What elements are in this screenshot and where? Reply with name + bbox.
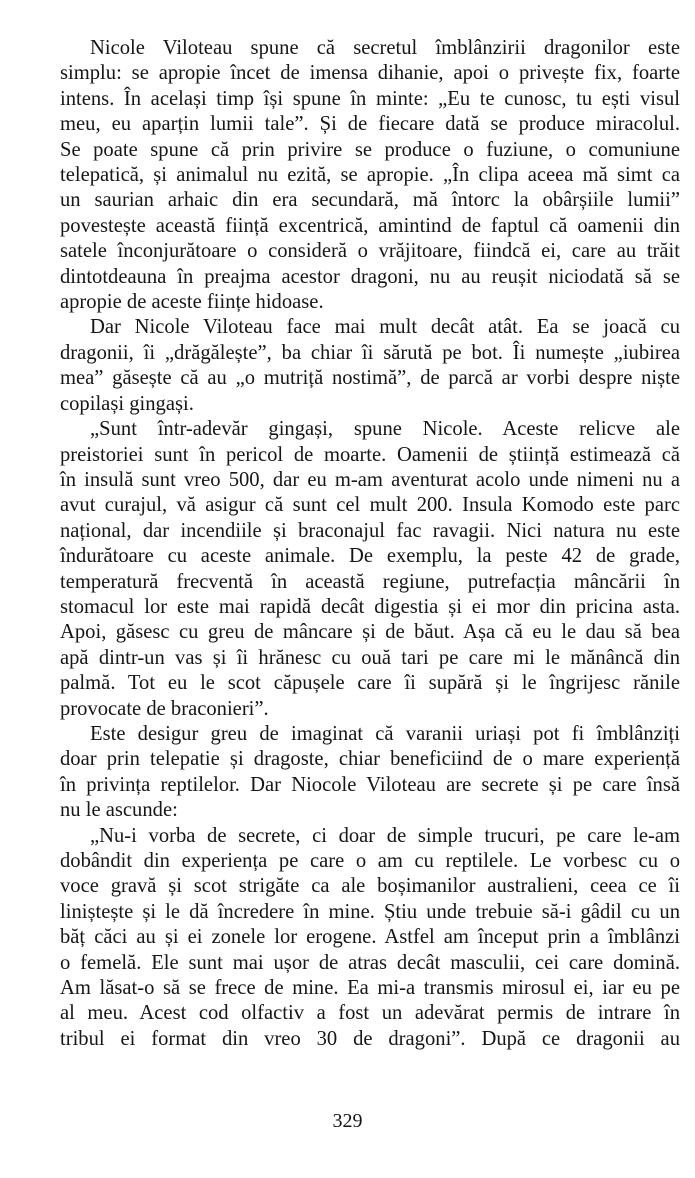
text-line: mea” găsește că au „o mutriță nostimă”, de parcă ar vorbi despre niște (60, 367, 680, 390)
text-line: dintotdeauna în preajma acestor dragoni, nu au reușit niciodată să se (60, 265, 680, 288)
text-line: Dar Nicole Viloteau face mai mult decât atât. Ea se joacă cu (90, 316, 680, 339)
text-line: dragonii, îi „drăgălește”, ba chiar îi sărută pe bot. Îi numește „iubirea (60, 341, 680, 364)
text-line: Se poate spune că prin privire se produce o fuziune, o comuniune (60, 138, 680, 161)
paragraph (60, 36, 680, 315)
text-line: apă dintr-un vas și îi hrănesc cu ouă tari pe care mi le mănâncă din (60, 646, 680, 669)
text-line: tribul ei format din vreo 30 de dragoni”. După ce dragonii au (60, 1027, 680, 1050)
text-line: temperatură frecventă în această regiune, putrefacția mâncării în (60, 570, 680, 593)
text-line: în insulă sunt vreo 500, dar eu m-am aventurat acolo unde nimeni nu a (60, 468, 680, 491)
text-line: național, dar incendiile și braconajul fac ravagii. Nici natura nu este (60, 519, 680, 542)
paragraph (60, 315, 680, 417)
text-line: satele înconjurătoare o consideră o vrăjitoare, fiindcă ei, care au trăit (60, 240, 680, 263)
text-line: al meu. Acest cod olfactiv a fost un adevărat permis de intrare în (60, 1002, 680, 1025)
text-line: simplu: se apropie încet de imensa dihanie, apoi o privește fix, foarte (60, 62, 680, 85)
text-line: nu le ascunde: (60, 799, 178, 822)
text-line: băț căci au și ei zonele lor erogene. Astfel am început prin a îmblânzi (60, 926, 680, 949)
text-line: meu, eu aparțin lumii tale”. Și de fiecare dată se produce miracolul. (60, 113, 680, 136)
text-line: Nicole Viloteau spune că secretul îmblânzirii dragonilor este (90, 37, 680, 59)
paragraph (60, 824, 680, 1053)
paragraph (60, 417, 680, 722)
text-line: un saurian arhaic din era secundară, mă întorc la obârșiile lumii” (60, 189, 680, 212)
text-line: avut curajul, vă asigur că sunt cel mult 200. Insula Komodo este parc (60, 494, 680, 517)
text-line: Apoi, găsesc cu greu de mâncare și de băut. Așa că eu le dau să bea (60, 621, 680, 644)
text-line: Am lăsat-o să se frece de mine. Ea mi-a transmis mirosul ei, iar eu pe (60, 977, 680, 1000)
text-line: telepatică, și animalul nu ezită, se apropie. „În clipa aceea mă simt ca (60, 164, 680, 187)
text-line: copilași gingași. (60, 392, 194, 415)
text-line: povestește această ființă excentrică, amintind de faptul că oamenii din (60, 214, 680, 237)
text-line: îndurătoare cu aceste animale. De exemplu, la peste 42 de grade, (60, 545, 680, 568)
text-line: palmă. Tot eu le scot căpușele care îi supără și le îngrijesc rănile (60, 672, 680, 695)
text-line: dobândit din experiența pe care o am cu reptilele. Le vorbesc cu o (60, 850, 680, 872)
text-line: o femelă. Ele sunt mai ușor de atras decât masculii, cei care domină. (60, 951, 680, 974)
text-line: „Nu-i vorba de secrete, ci doar de simple trucuri, pe care le-am (90, 824, 680, 847)
text-line: apropie de aceste ființe hidoase. (60, 291, 324, 314)
text-line: preistoriei sunt în pericol de moarte. Oamenii de știință estimează că (60, 443, 680, 466)
text-line: Este desigur greu de imaginat că varanii uriași pot fi îmblânziți (90, 722, 680, 745)
text-line: „Sunt într-adevăr gingași, spune Nicole. Aceste relicve ale (90, 418, 680, 441)
text-line: în privința reptilelor. Dar Niocole Viloteau are secrete și pe care însă (60, 773, 680, 796)
text-line: doar prin telepatie și dragoste, chiar beneficiind de o mare experiență (60, 748, 680, 771)
text-line: intens. În același timp își spune în minte: „Eu te cunosc, tu ești visul (60, 87, 680, 110)
paragraph (60, 722, 680, 824)
text-line: voce gravă și scot strigăte ca ale boșimanilor australieni, ceea ce îi (60, 875, 680, 898)
page-number: 329 (332, 1110, 363, 1132)
text-line: stomacul lor este mai rapidă decât digestia și ei mor din pricina asta. (60, 595, 680, 618)
body-text (60, 36, 680, 1052)
text-line: liniștește și le dă încredere în mine. Știu unde trebuie să-i gâdil cu un (60, 900, 680, 923)
text-line: provocate de braconieri”. (60, 697, 269, 720)
